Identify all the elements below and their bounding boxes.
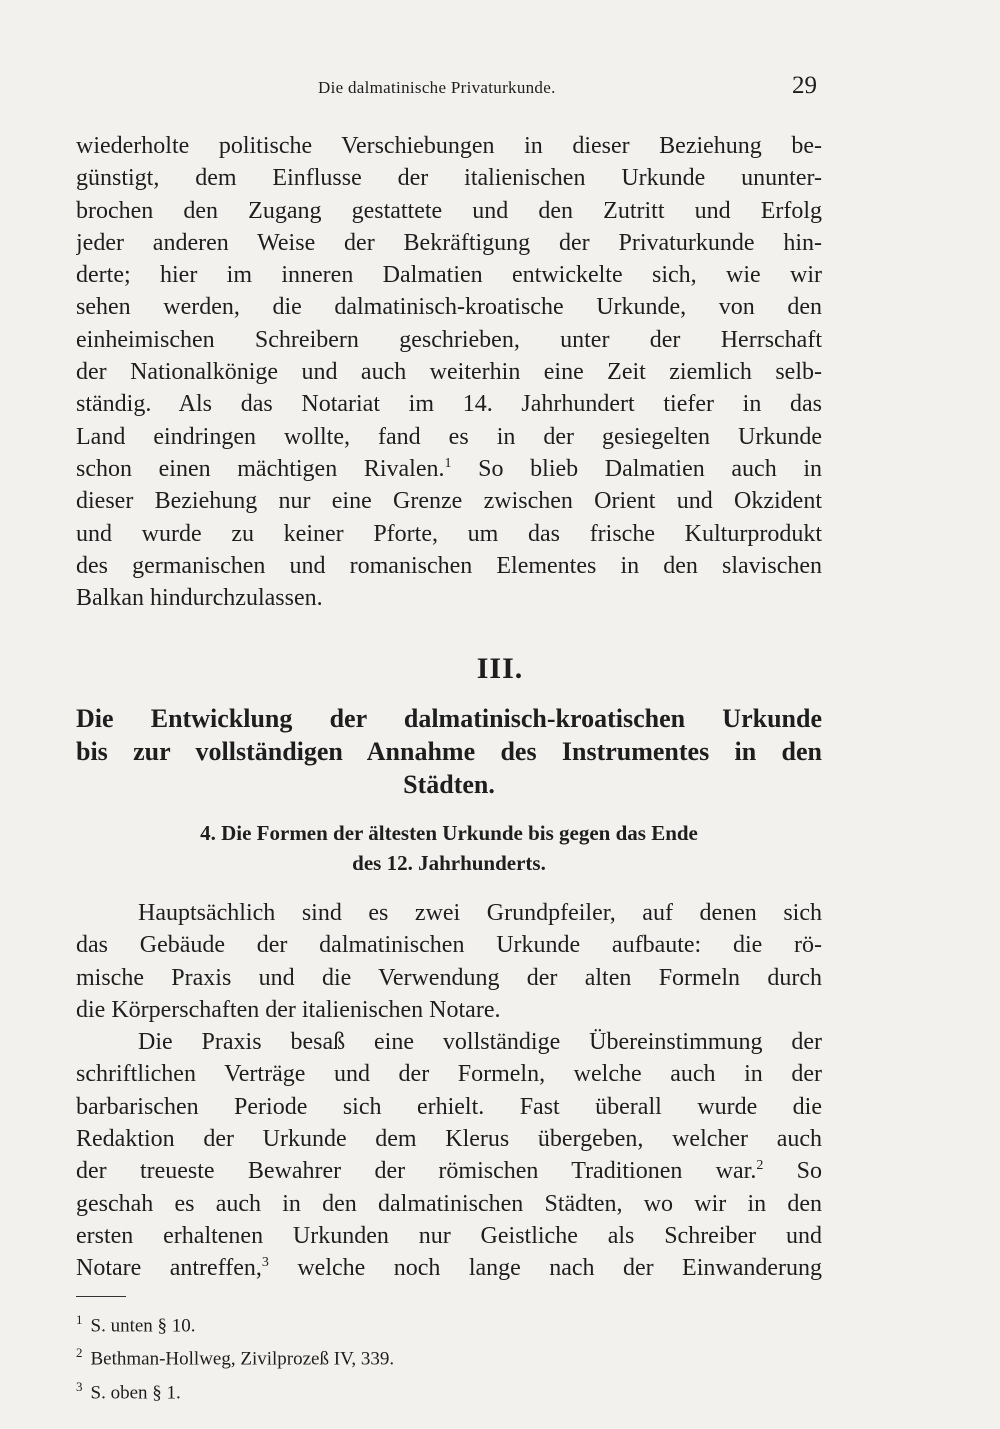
chapter-title	[76, 702, 822, 801]
section-number: III.	[476, 652, 524, 685]
footnote	[76, 1373, 394, 1406]
body-text-bottom	[76, 897, 822, 1285]
text-line: des germanischen und romanischen Elementes in den slavischen	[76, 552, 822, 579]
footnote-ref[interactable]: 3	[261, 1255, 269, 1271]
text-line: jeder anderen Weise der Bekräftigung der Privaturkunde hin-	[76, 229, 822, 256]
text-line: dieser Beziehung nur eine Grenze zwischen Orient und Okzident	[76, 488, 822, 515]
footnote-number: 2	[76, 1345, 83, 1361]
text-line: ständig. Als das Notariat im 14. Jahrhundert tiefer in das	[76, 391, 822, 418]
running-title: Die dalmatinische Privaturkunde.	[318, 78, 556, 97]
footnote-text: S. oben § 1.	[90, 1381, 181, 1403]
paragraph	[76, 1026, 822, 1284]
footnotes	[76, 1306, 394, 1406]
chapter-title-line: bis zur vollständigen Annahme des Instrumentes in den	[76, 737, 822, 766]
text-line: Hauptsächlich sind es zwei Grundpfeiler, auf denen sich	[138, 900, 822, 926]
text-line: derte; hier im inneren Dalmatien entwickelte sich, wie wir	[76, 262, 822, 289]
text-line: mische Praxis und die Verwendung der alten Formeln durch	[76, 964, 822, 991]
footnote	[76, 1306, 394, 1339]
footnote-ref[interactable]: 1	[444, 455, 452, 471]
text-line: brochen den Zugang gestattete und den Zutritt und Erfolg	[76, 197, 822, 224]
text-line: Redaktion der Urkunde dem Klerus übergeben, welcher auch	[76, 1126, 822, 1153]
footnote-number: 1	[76, 1312, 83, 1327]
footnote	[76, 1339, 394, 1372]
text-line: der Nationalkönige und auch weiterhin eine Zeit ziemlich selb-	[76, 359, 822, 386]
text-line: Balkan hindurchzulassen.	[76, 585, 323, 612]
text-line: barbarischen Periode sich erhielt. Fast überall wurde die	[76, 1093, 822, 1120]
text-line: die Körperschaften der italienischen Notare.	[76, 996, 501, 1023]
text-line: Land eindringen wollte, fand es in der gesiegelten Urkunde	[76, 423, 822, 450]
text-line: der treueste Bewahrer der römischen Traditionen war.$^2$ So	[76, 1158, 822, 1185]
text-line: einheimischen Schreibern geschrieben, unter der Herrschaft	[76, 326, 822, 353]
text-line: Die Praxis besaß eine vollständige Übereinstimmung der	[138, 1029, 822, 1056]
footnote-number: 3	[76, 1378, 83, 1394]
text-line: günstigt, dem Einflusse der italienischen Urkunde ununter-	[76, 165, 822, 192]
footnote-text: S. unten § 10.	[90, 1315, 196, 1337]
text-line: und wurde zu keiner Pforte, um das frische Kulturprodukt	[76, 520, 822, 547]
subsection-title-line: des 12. Jahrhunderts.	[352, 851, 546, 875]
chapter-title-line: Städten.	[403, 770, 495, 799]
footnote-divider	[76, 1296, 126, 1297]
subsection-title	[76, 818, 822, 878]
text-line: sehen werden, die dalmatinisch-kroatische Urkunde, von den	[76, 294, 822, 321]
text-line: das Gebäude der dalmatinischen Urkunde aufbaute: die rö-	[76, 932, 822, 959]
text-line: schriftlichen Verträge und der Formeln, welche auch in der	[76, 1061, 822, 1088]
chapter-title-line: Die Entwicklung der dalmatinisch-kroatischen Urkunde	[76, 704, 822, 733]
text-line: geschah es auch in den dalmatinischen Städten, wo wir in den	[76, 1190, 822, 1217]
text-line: ersten erhaltenen Urkunden nur Geistliche als Schreiber und	[76, 1222, 822, 1249]
text-line: wiederholte politische Verschiebungen in dieser Beziehung be-	[76, 133, 822, 159]
page-number: 29	[792, 72, 817, 99]
body-text-top	[76, 130, 822, 614]
text-line: Notare antreffen,$^3$ welche noch lange nach der Einwanderung	[76, 1255, 822, 1282]
paragraph	[76, 897, 822, 1026]
text-line: schon einen mächtigen Rivalen.$^1$ So blieb Dalmatien auch in	[76, 455, 822, 482]
footnote-ref[interactable]: 2	[756, 1158, 764, 1174]
subsection-title-line: 4. Die Formen der ältesten Urkunde bis gegen das Ende	[200, 821, 698, 845]
footnote-text: Bethman-Hollweg, Zivilprozeß IV, 339.	[90, 1348, 395, 1370]
